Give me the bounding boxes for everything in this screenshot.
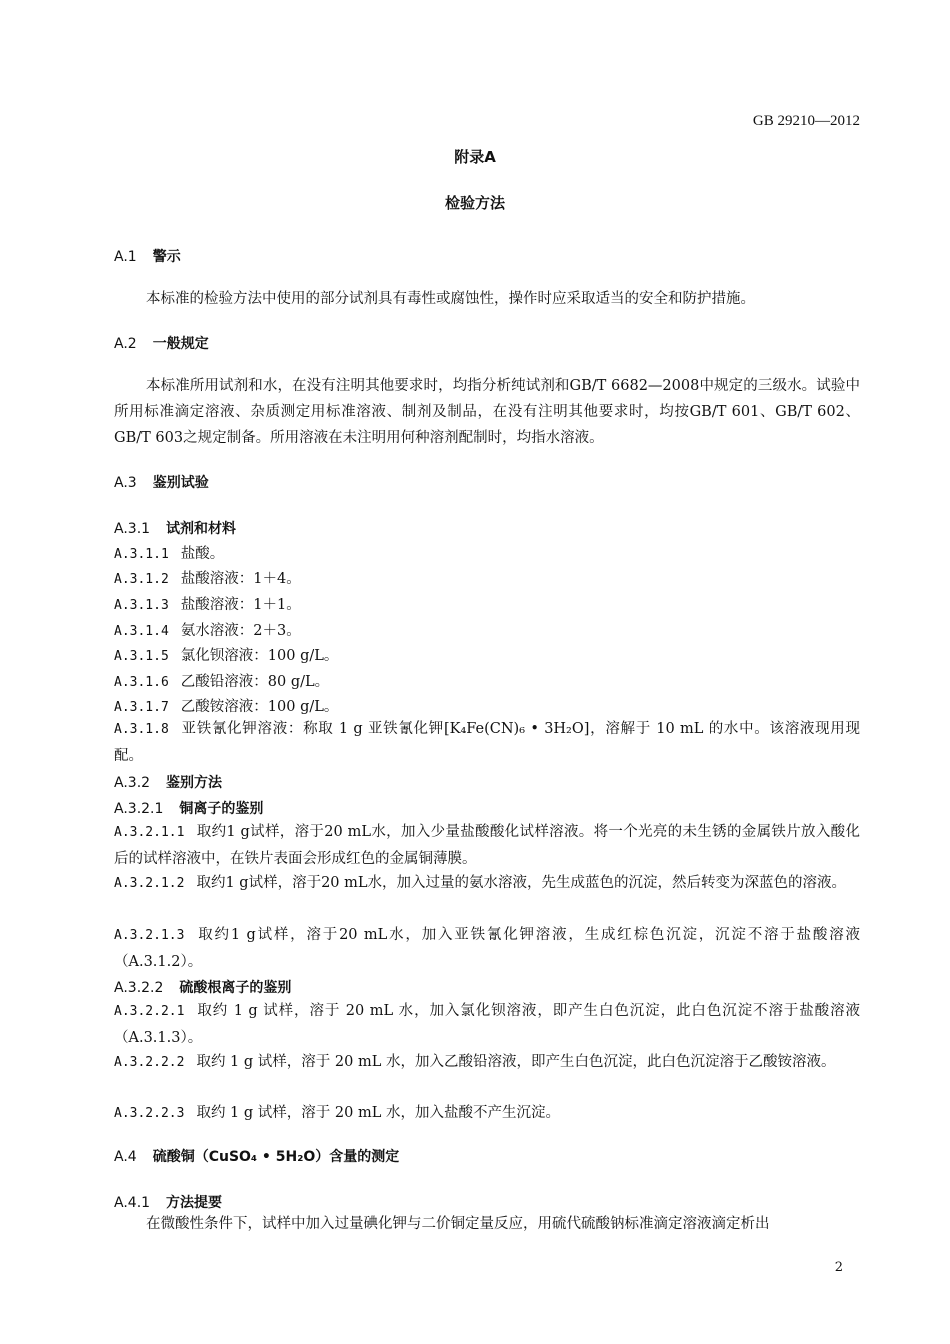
heading-a1: A.1 警示 <box>114 249 181 265</box>
paragraph-a3213: A.3.2.1.3 取约1 g试样，溶于20 mL水，加入亚铁氰化钾溶液，生成红棕色沉淀，沉淀不溶于盐酸溶液（A.3.1.2）。 <box>114 927 860 970</box>
heading-a4: A.4 硫酸铜（CuSO₄ • 5H₂O）含量的测定 <box>114 1149 400 1165</box>
list-item: A.3.1.5 氯化钡溶液：100 g/L。 <box>114 648 339 664</box>
heading-a3: A.3 鉴别试验 <box>114 475 209 491</box>
paragraph-a2: 本标准所用试剂和水，在没有注明其他要求时，均指分析纯试剂和GB/T 6682—2008中规定的三级水。试验中所用标准滴定溶液、杂质测定用标准溶液、制剂及制品，在没有注明其他要求时，均按GB/T 601、GB/T 602、GB/T 603之规定制备。所用溶液在未注明用何种溶剂配制时，均指水溶液。 <box>114 378 860 446</box>
list-item: A.3.1.6 乙酸铅溶液：80 g/L。 <box>114 674 330 690</box>
list-item: A.3.1.1 盐酸。 <box>114 546 225 562</box>
heading-a32: A.3.2 鉴别方法 <box>114 775 223 791</box>
heading-a31: A.3.1 试剂和材料 <box>114 521 237 537</box>
paragraph-a3212: A.3.2.1.2 取约1 g试样，溶于20 mL水，加入过量的氨水溶液，先生成蓝色的沉淀，然后转变为深蓝色的溶液。 <box>114 875 847 891</box>
heading-a41: A.4.1 方法提要 <box>114 1195 223 1211</box>
list-item: A.3.1.7 乙酸铵溶液：100 g/L。 <box>114 699 339 715</box>
heading-a322: A.3.2.2 硫酸根离子的鉴别 <box>114 980 292 996</box>
paragraph-a41: 在微酸性条件下，试样中加入过量碘化钾与二价铜定量反应，用硫代硫酸钠标准滴定溶液滴定析出 <box>146 1216 770 1232</box>
paragraph-a3223: A.3.2.2.3 取约 1 g 试样，溶于 20 mL 水，加入盐酸不产生沉淀。 <box>114 1105 560 1121</box>
paragraph-a3221: A.3.2.2.1 取约 1 g 试样，溶于 20 mL 水，加入氯化钡溶液，即产生白色沉淀，此白色沉淀不溶于盐酸溶液（A.3.1.3）。 <box>114 1003 860 1046</box>
appendix-label: 附录A <box>454 148 496 166</box>
paragraph-a3211: A.3.2.1.1 取约1 g试样，溶于20 mL水，加入少量盐酸酸化试样溶液。将一个光亮的未生锈的金属铁片放入酸化后的试样溶液中，在铁片表面会形成红色的金属铜薄膜。 <box>114 824 860 867</box>
list-item: A.3.1.4 氨水溶液：2＋3。 <box>114 623 301 639</box>
heading-a2: A.2 一般规定 <box>114 336 209 352</box>
list-item: A.3.1.2 盐酸溶液：1＋4。 <box>114 571 301 587</box>
page-number: 2 <box>834 1260 843 1275</box>
paragraph-a3222: A.3.2.2.2 取约 1 g 试样，溶于 20 mL 水，加入乙酸铅溶液，即产生白色沉淀，此白色沉淀溶于乙酸铵溶液。 <box>114 1054 836 1070</box>
paragraph-a1: 本标准的检验方法中使用的部分试剂具有毒性或腐蚀性，操作时应采取适当的安全和防护措施。 <box>146 291 755 307</box>
standard-number: GB 29210—2012 <box>752 113 860 129</box>
list-item-a318: A.3.1.8 亚铁氰化钾溶液：称取 1 g 亚铁氰化钾[K₄Fe(CN)₆ • 3H₂O]，溶解于 10 mL 的水中。该溶液现用现配。 <box>114 721 860 764</box>
heading-a321: A.3.2.1 铜离子的鉴别 <box>114 801 264 817</box>
list-item: A.3.1.3 盐酸溶液：1＋1。 <box>114 597 301 613</box>
page-title: 检验方法 <box>444 194 505 212</box>
